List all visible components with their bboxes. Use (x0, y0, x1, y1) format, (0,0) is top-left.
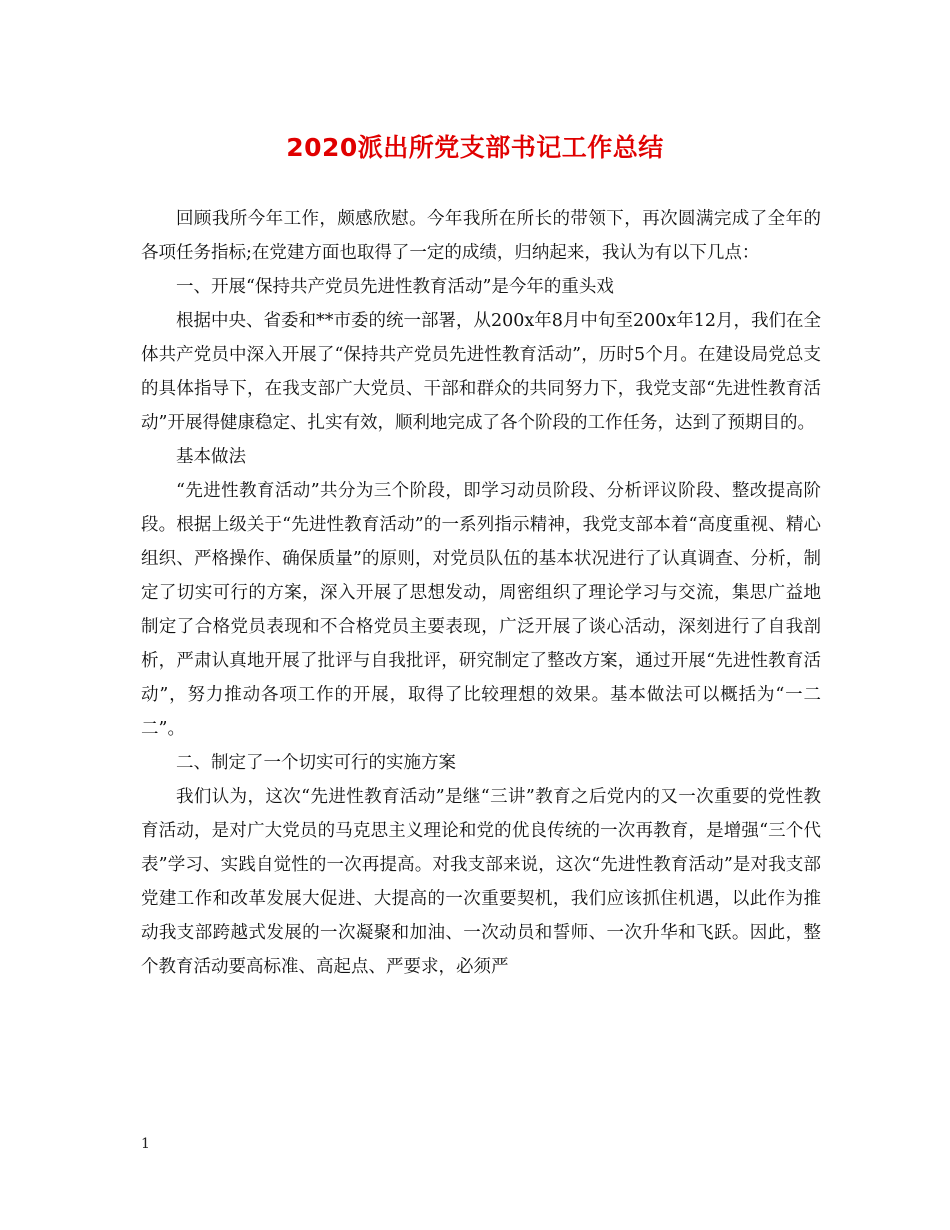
subheading-basic-method: 基本做法 (176, 447, 246, 467)
section-heading-1: 一、开展“保持共产党员先进性教育活动”是今年的重头戏 (176, 277, 614, 297)
document-title: 2020派出所党支部书记工作总结 (286, 133, 664, 162)
page-number: 1 (141, 1136, 150, 1152)
paragraph-basic-method: “先进性教育活动”共分为三个阶段，即学习动员阶段、分析评议阶段、整改提高阶段。根据上级关于“先进性教育活动”的一系列指示精神，我党支部本着“高度重视、精心组织、严格操作、确保质量”的原则，对党员队伍的基本状况进行了认真调查、分析，制定了切实可行的方案，深入开展了思想发动，周密组织了理论学习与交流，集思广益地制定了合格党员表现和不合格党员主要表现，广泛开展了谈心活动，深刻进行了自我剖析，严肃认真地开展了批评与自我批评，研究制定了整改方案，通过开展“先进性教育活动”，努力推动各项工作的开展，取得了比较理想的效果。基本做法可以概括为“一二二”。 (141, 481, 821, 739)
paragraph-intro: 回顾我所今年工作，颇感欣慰。今年我所在所长的带领下，再次圆满完成了全年的各项任务指标;在党建方面也取得了一定的成绩，归纳起来，我认为有以下几点： (141, 209, 821, 263)
section-heading-2: 二、制定了一个切实可行的实施方案 (176, 753, 456, 773)
paragraph-section-2: 我们认为，这次“先进性教育活动”是继“三讲”教育之后党内的又一次重要的党性教育活动，是对广大党员的马克思主义理论和党的优良传统的一次再教育，是增强“三个代表”学习、实践自觉性的一次再提高。对我支部来说，这次“先进性教育活动”是对我支部党建工作和改革发展大促进、大提高的一次重要契机，我们应该抓住机遇，以此作为推动我支部跨越式发展的一次凝聚和加油、一次动员和誓师、一次升华和飞跃。因此，整个教育活动要高标准、高起点、严要求，必须严 (141, 787, 821, 977)
document-body (141, 202, 821, 984)
paragraph-section-1: 根据中央、省委和**市委的统一部署，从200x年8月中旬至200x年12月，我们在全体共产党员中深入开展了“保持共产党员先进性教育活动”，历时5个月。在建设局党总支的具体指导下，在我支部广大党员、干部和群众的共同努力下，我党支部“先进性教育活动”开展得健康稳定、扎实有效，顺利地完成了各个阶段的工作任务，达到了预期目的。 (141, 311, 821, 433)
